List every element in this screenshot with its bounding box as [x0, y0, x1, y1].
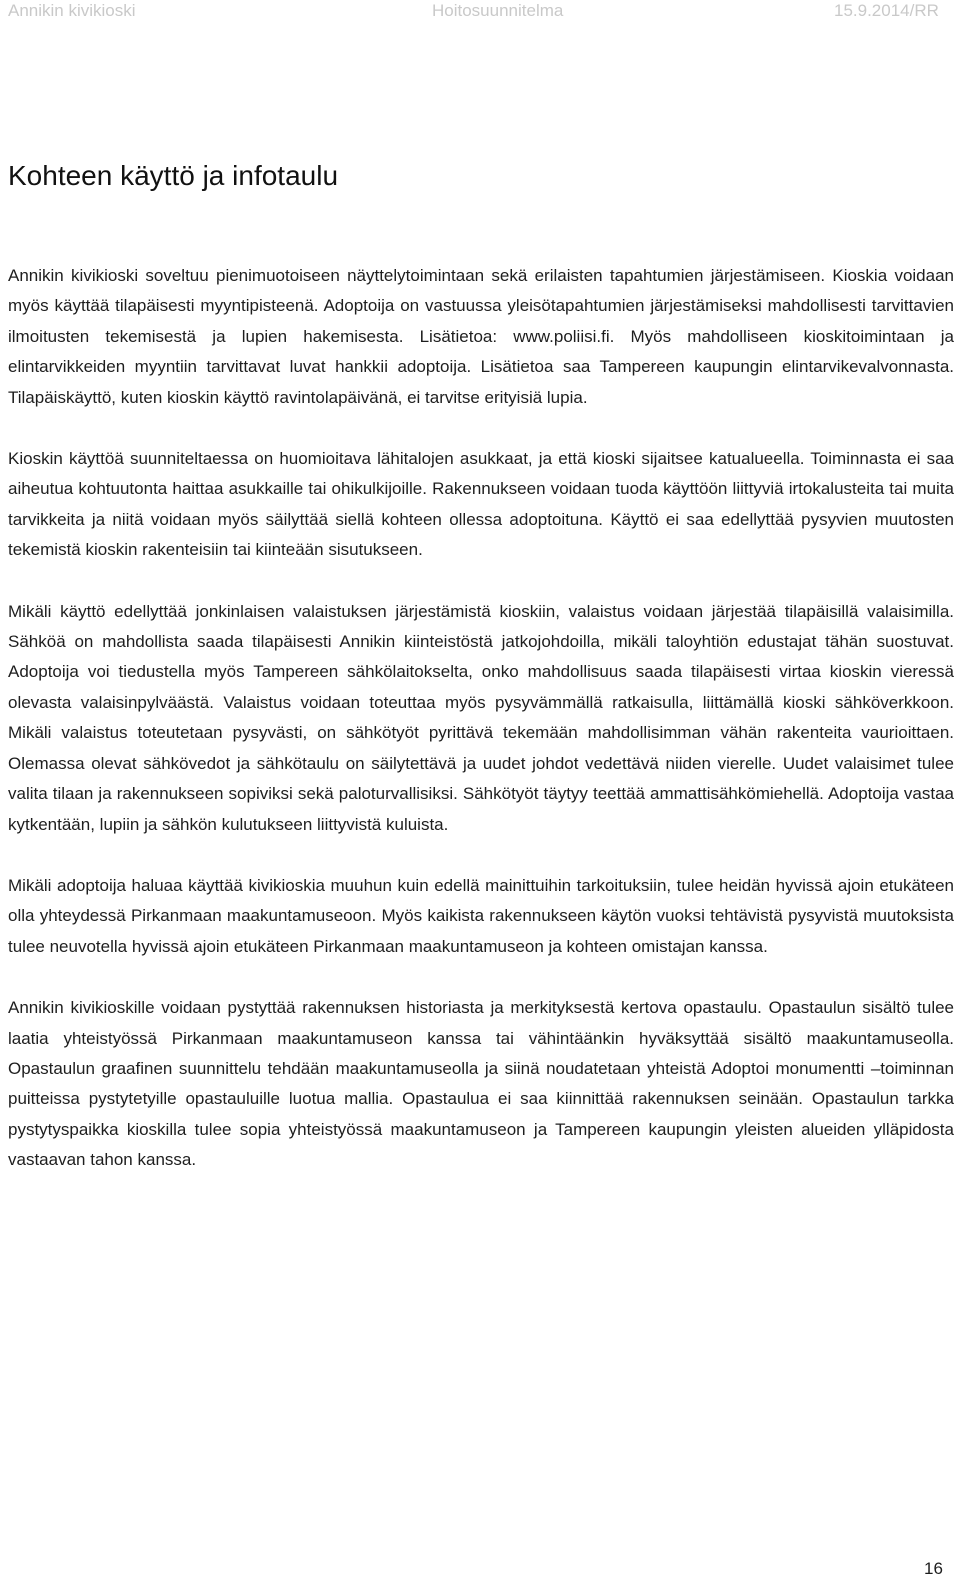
page-header	[0, 0, 960, 30]
paragraph-planning: Kioskin käyttöä suunniteltaessa on huomioitava lähitalojen asukkaat, ja että kioski sijaitsee katualueella. Toiminnasta ei saa aiheutua kohtuutonta haittaa asukkaille tai ohikulkijoille. Rakennukseen voidaan tuoda käyttöön liittyviä irtokalusteita tai muita tarvikkeita ja niitä voidaan myös säilyttää siellä kohteen ollessa adoptoituna. Käyttö ei saa edellyttää pysyvien muutosten tekemistä kioskin rakenteisiin tai kiinteään sisutukseen.	[8, 449, 954, 560]
page-number: 16	[924, 1559, 943, 1578]
header-section-name: Hoitosuunnitelma	[432, 1, 564, 20]
paragraph-usage: Annikin kivikioski soveltuu pienimuotoiseen näyttelytoimintaan sekä erilaisten tapahtumien järjestämiseen. Kioskia voidaan myös käyttää tilapäisesti myyntipisteenä. Adoptoija on vastuussa yleisötapahtumien järjestämiseksi mahdollisesti tarvittavien ilmoitusten tekemisestä ja lupien hakemisesta. Lisätietoa: www.poliisi.fi. Myös mahdolliseen kioskitoimintaan ja elintarvikkeiden myyntiin tarvittavat luvat hankkii adoptoija. Lisätietoa saa Tampereen kaupungin elintarvikevalvonnasta. Tilapäiskäyttö, kuten kioskin käyttö ravintolapäivänä, ei tarvitse erityisiä lupia.	[8, 266, 954, 407]
header-date-author: 15.9.2014/RR	[834, 1, 939, 20]
body-content	[8, 261, 954, 1207]
paragraph-lighting: Mikäli käyttö edellyttää jonkinlaisen valaistuksen järjestämistä kioskiin, valaistus voidaan järjestää tilapäisillä valaisimilla. Sähköä on mahdollista saada tilapäisesti Annikin kiinteistöstä jatkojohdoilla, mikäli taloyhtiön edustajat tähän suostuvat. Adoptoija voi tiedustella myös Tampereen sähkölaitokselta, onko mahdollisuus saada tilapäisesti virtaa kioskin vieressä olevasta valaisinpylväästä. Valaistus voidaan toteuttaa myös pysyvämmällä ratkaisulla, liittämällä kioski sähköverkkoon. Mikäli valaistus toteutetaan pysyvästi, on sähkötyöt pyrittävä tekemään mahdollisimman vähän rakenteita vaurioittaen. Olemassa olevat sähkövedot ja sähkötaulu on säilytettävä ja uudet johdot vedettävä niiden vierelle. Uudet valaisimet tulee valita tilaan ja rakennukseen sopiviksi sekä paloturvallisiksi. Sähkötyöt täytyy teettää ammattisähkömiehellä. Adoptoija vastaa kytkentään, lupiin ja sähkön kulutukseen liittyvistä kuluista.	[8, 601, 954, 834]
paragraph-other-uses: Mikäli adoptoija haluaa käyttää kivikioskia muuhun kuin edellä mainittuihin tarkoituksiin, tulee heidän hyvissä ajoin etukäteen olla yhteydessä Pirkanmaan maakuntamuseoon. Myös kaikista rakennukseen käytön vuoksi tehtävistä pysyvistä muutoksista tulee neuvotella hyvissä ajoin etukäteen Pirkanmaan maakuntamuseon ja kohteen omistajan kanssa.	[8, 875, 954, 956]
header-document-name: Annikin kivikioski	[8, 1, 136, 20]
paragraph-info-board: Annikin kivikioskille voidaan pystyttää rakennuksen historiasta ja merkityksestä kertova opastaulu. Opastaulun sisältö tulee laatia yhteistyössä Pirkanmaan maakuntamuseon kanssa tai vähintäänkin hyväksyttää sisältö maakuntamuseolla. Opastaulun graafinen suunnittelu tehdään maakuntamuseolla ja siinä noudatetaan yhteistä Adoptoi monumentti –toiminnan puitteissa pystytetyille opastauluille luotua mallia. Opastaulua ei saa kiinnittää rakennuksen seinään. Opastaulun tarkka pystytyspaikka kioskilla tulee sopia yhteistyössä maakuntamuseon ja Tampereen kaupungin yleisten alueiden ylläpidosta vastaavan tahon kanssa.	[8, 998, 954, 1170]
section-title: Kohteen käyttö ja infotaulu	[8, 160, 339, 191]
